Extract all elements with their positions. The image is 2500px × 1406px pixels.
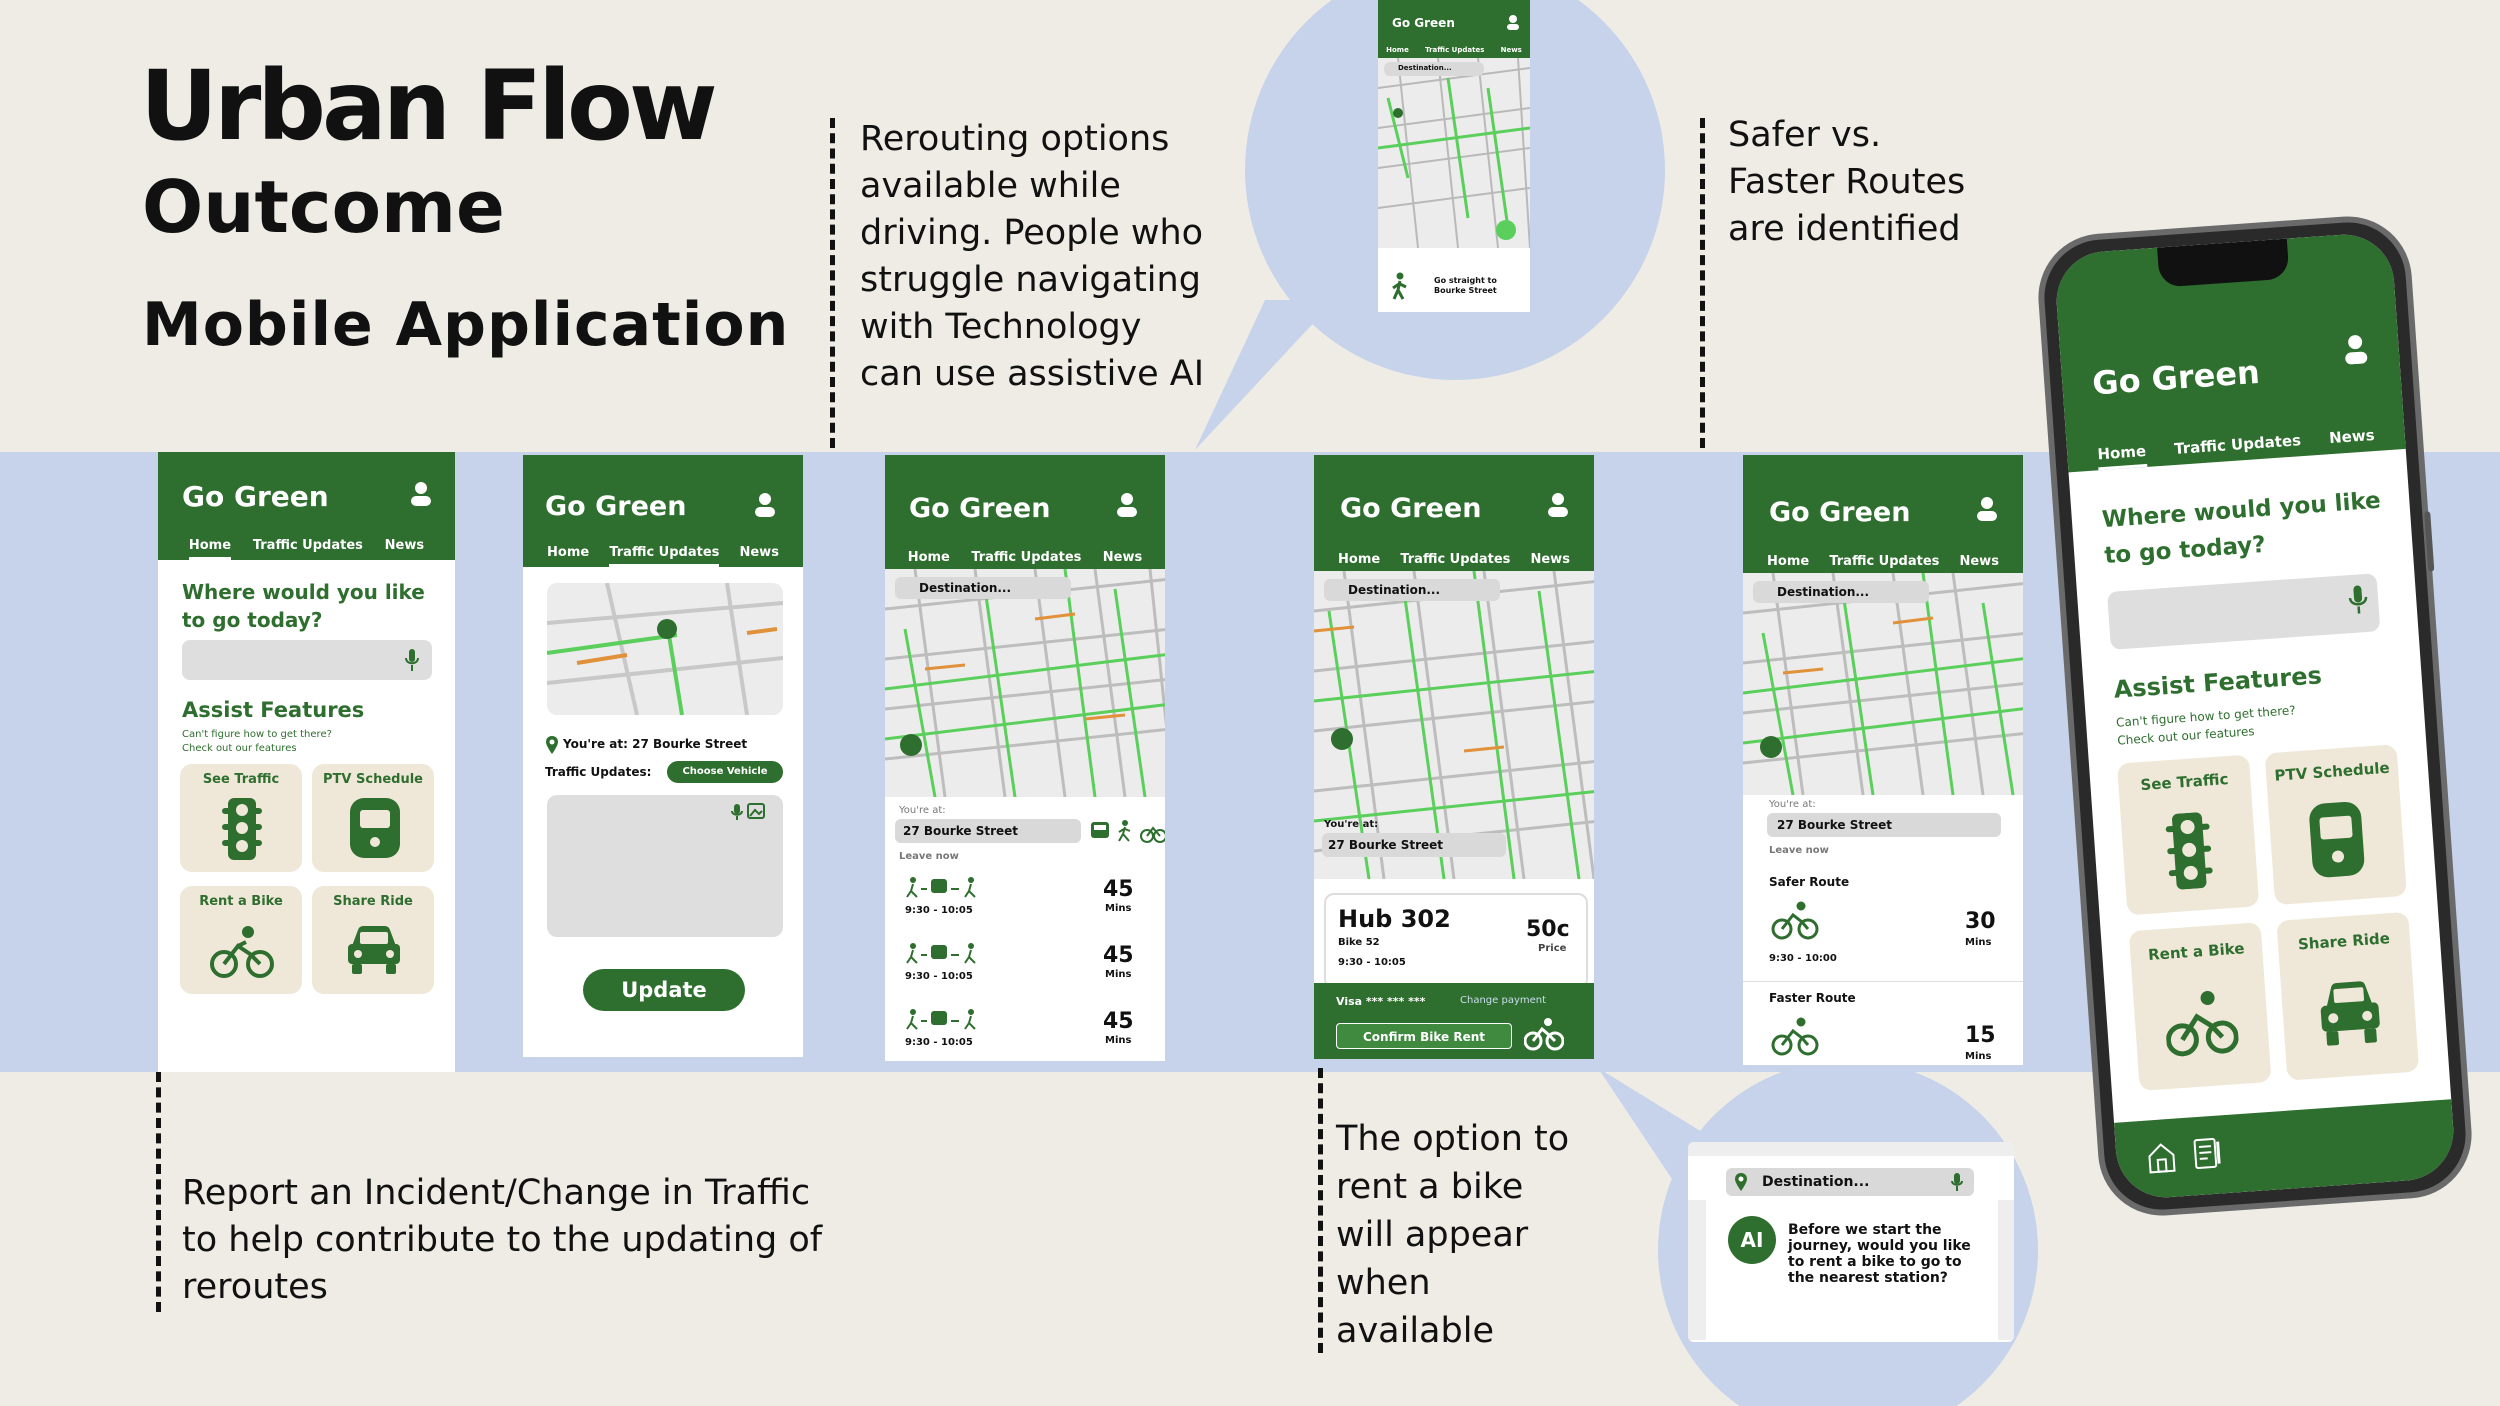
youre-at-label: You're at:	[1769, 799, 1816, 810]
route-option[interactable]: 9:30 - 10:05 45 Mins	[905, 877, 1134, 916]
bicycle-icon	[210, 924, 274, 980]
brand-title: Go Green	[182, 480, 329, 513]
microphone-icon[interactable]	[731, 803, 743, 821]
safer-route-label: Safer Route	[1769, 875, 1850, 889]
route-options	[885, 871, 1168, 1064]
screen-bike-rent	[1311, 452, 1597, 1062]
tab-news[interactable]: News	[739, 545, 779, 560]
tab-home[interactable]: Home	[1767, 554, 1810, 569]
car-icon	[2316, 974, 2383, 1048]
user-icon[interactable]	[2342, 333, 2370, 365]
tab-traffic-updates[interactable]: Traffic Updates	[2173, 431, 2302, 458]
faster-route-mins: 15	[1965, 1023, 1996, 1048]
assist-title: Assist Features	[182, 698, 365, 722]
traffic-updates-label: Traffic Updates:	[545, 765, 652, 779]
screen-report	[520, 452, 806, 1060]
popup-side	[1998, 1200, 2014, 1340]
current-location-input[interactable]: 27 Bourke Street	[1322, 833, 1506, 857]
nav-instruction: Go straight to Bourke Street	[1434, 276, 1497, 295]
destination-input[interactable]: Destination...	[1726, 1168, 1974, 1196]
user-icon[interactable]	[1975, 495, 1999, 521]
tab-bar	[158, 538, 455, 560]
screen-home	[158, 452, 455, 1072]
brand-title: Go Green	[1392, 16, 1455, 30]
safer-route-mins: 30	[1965, 909, 1996, 934]
rent-a-bike-card[interactable]: Rent a Bike	[180, 886, 302, 994]
screen-safer-faster: Go Green Home Traffic Updates News Destination... You're at: 27 Bourke Street Leave now Safer Route 9:30 - 10:00 30 Mins Faster Route 15 Mins	[1740, 452, 2026, 1068]
popup-top-strip	[1688, 1142, 2014, 1156]
tab-bar	[885, 550, 1165, 569]
report-icon[interactable]	[2191, 1135, 2223, 1171]
note-safer: Safer vs. Faster Routes are identified	[1728, 115, 1966, 249]
assist-title: Assist Features	[2112, 661, 2323, 704]
map-view[interactable]	[547, 583, 783, 715]
assist-subtitle: Can't figure how to get there? Check out our features	[2115, 703, 2297, 748]
brand-title: Go Green	[909, 493, 1051, 524]
phone-notch	[2157, 239, 2289, 288]
app-header	[1314, 455, 1594, 571]
change-payment-link[interactable]: Change payment	[1460, 995, 1547, 1006]
street-map	[885, 569, 1168, 797]
divider-dashed	[1318, 1068, 1323, 1353]
tab-bar	[2067, 424, 2406, 473]
share-ride-card[interactable]: Share Ride	[2276, 912, 2419, 1081]
tab-traffic-updates[interactable]: Traffic Updates	[1829, 554, 1940, 569]
tab-news[interactable]: News	[1530, 552, 1570, 567]
leave-now-dropdown[interactable]: Leave now	[1769, 845, 1829, 856]
car-icon	[346, 922, 402, 978]
ptv-schedule-card[interactable]: PTV Schedule	[312, 764, 434, 872]
search-input[interactable]	[2107, 573, 2380, 650]
bicycle-icon	[1771, 1017, 1819, 1057]
traffic-light-icon	[2165, 811, 2214, 890]
tab-home[interactable]: Home	[547, 545, 590, 560]
street-map	[1743, 573, 2026, 795]
tab-home[interactable]: Home	[1338, 552, 1381, 567]
tab-news[interactable]: News	[1102, 550, 1143, 565]
home-icon[interactable]	[2145, 1141, 2177, 1175]
tab-traffic-updates[interactable]: Traffic Updates	[609, 545, 719, 567]
tab-traffic-updates[interactable]: Traffic Updates	[252, 538, 363, 553]
destination-input[interactable]: Destination...	[895, 577, 1071, 599]
street-map	[547, 583, 783, 715]
visa-card: Visa *** *** ***	[1336, 995, 1426, 1008]
see-traffic-card[interactable]: See Traffic	[2117, 755, 2259, 916]
route-modes-icon	[905, 877, 981, 899]
youre-at-label: You're at:	[1324, 819, 1379, 830]
assist-subtitle: Can't figure how to get there? Check out our features	[182, 729, 332, 754]
walking-icon	[1390, 272, 1410, 300]
transport-mode-icons[interactable]	[1089, 819, 1165, 843]
screen-routes	[882, 452, 1168, 1064]
youre-at-label: You're at:	[899, 805, 946, 816]
leave-now-dropdown[interactable]: Leave now	[899, 851, 959, 862]
destination-input[interactable]: Destination...	[1753, 581, 1929, 603]
street-map	[1378, 58, 1530, 248]
payment-panel	[1314, 983, 1597, 1062]
bubble-tail	[1195, 300, 1335, 450]
divider-dashed	[1700, 118, 1705, 448]
app-header	[2053, 231, 2405, 472]
map-view[interactable]	[885, 569, 1168, 797]
tab-home[interactable]: Home	[1386, 46, 1409, 54]
train-icon	[2304, 799, 2369, 883]
divider-dashed	[156, 1072, 161, 1312]
project-title: Urban Flow	[140, 50, 714, 162]
rent-a-bike-card[interactable]: Rent a Bike	[2129, 922, 2272, 1091]
divider-dashed	[830, 118, 835, 448]
app-header	[1378, 0, 1530, 58]
bicycle-icon	[2163, 986, 2240, 1063]
search-input[interactable]	[182, 640, 432, 680]
user-icon[interactable]	[1506, 14, 1520, 30]
route-option[interactable]: 9:30 - 10:05 45 Mins	[905, 1009, 1134, 1048]
ai-popup-screen	[1688, 1142, 2014, 1342]
project-subtitle: Outcome	[142, 165, 505, 249]
bicycle-icon	[1524, 1017, 1564, 1051]
location-pin-icon	[545, 735, 559, 755]
popup-side	[1688, 1200, 1706, 1340]
app-header	[885, 455, 1165, 569]
bicycle-icon	[1771, 901, 1819, 941]
tab-home[interactable]: Home	[907, 550, 950, 565]
route-modes-icon	[905, 1009, 981, 1031]
tab-home[interactable]: Home	[2097, 442, 2147, 470]
ai-message: Before we start the journey, would you like to rent a bike to go to the nearest station?	[1788, 1222, 1971, 1286]
divider	[1743, 981, 2026, 982]
microphone-icon[interactable]	[2347, 584, 2369, 615]
tab-news[interactable]: News	[1500, 46, 1522, 54]
train-icon	[348, 796, 402, 862]
tab-bar	[1314, 552, 1594, 571]
see-traffic-card[interactable]: See Traffic	[180, 764, 302, 872]
tab-traffic-updates[interactable]: Traffic Updates	[971, 550, 1082, 565]
phone-screen	[2053, 231, 2456, 1200]
tab-bar	[1378, 46, 1530, 58]
destination-input[interactable]: Destination...	[1324, 579, 1500, 601]
nav-popup-screen	[1378, 0, 1530, 312]
tab-bar	[523, 545, 803, 567]
tab-traffic-updates[interactable]: Traffic Updates	[1400, 552, 1511, 567]
share-ride-card[interactable]: Share Ride	[312, 886, 434, 994]
choose-vehicle-button[interactable]: Choose Vehicle	[667, 761, 783, 783]
location-pin-icon	[1734, 1172, 1748, 1192]
microphone-icon[interactable]	[404, 648, 420, 672]
update-button[interactable]: Update	[583, 969, 745, 1011]
note-rent-bike: The option to rent a bike will appear when available	[1336, 1119, 1570, 1351]
user-icon[interactable]	[1115, 491, 1139, 517]
home-question: Where would you like to go today?	[182, 580, 425, 632]
brand-title: Go Green	[1769, 497, 1911, 528]
map-view[interactable]	[1314, 571, 1597, 879]
user-icon[interactable]	[1546, 491, 1570, 517]
ai-badge: AI	[1728, 1216, 1776, 1264]
faster-route-label: Faster Route	[1769, 991, 1856, 1005]
tab-news[interactable]: News	[2328, 425, 2376, 448]
current-location-input[interactable]: 27 Bourke Street	[895, 819, 1081, 843]
brand-title: Go Green	[2091, 352, 2261, 403]
confirm-bike-rent-button[interactable]: Confirm Bike Rent	[1336, 1023, 1512, 1049]
traffic-light-icon	[222, 798, 262, 860]
destination-input[interactable]: Destination...	[1384, 62, 1484, 76]
tab-news[interactable]: News	[384, 538, 425, 553]
current-location-input[interactable]: 27 Bourke Street	[1767, 813, 2001, 837]
map-view[interactable]	[1743, 573, 2026, 795]
tab-bar	[1743, 554, 2023, 573]
microphone-icon[interactable]	[1950, 1172, 1964, 1192]
route-option[interactable]: 9:30 - 10:05 45 Mins	[905, 943, 1134, 982]
home-question: Where would you like to go today?	[2101, 487, 2382, 570]
bike-hub-card[interactable]: Hub 302 Bike 52 9:30 - 10:05 50c Price	[1324, 893, 1588, 989]
project-app-title: Mobile Application	[142, 290, 790, 360]
image-upload-icon[interactable]	[747, 803, 765, 819]
app-header	[158, 452, 455, 560]
app-header	[1743, 455, 2023, 573]
ptv-schedule-card[interactable]: PTV Schedule	[2265, 744, 2407, 905]
route-modes-icon	[905, 943, 981, 965]
brand-title: Go Green	[545, 491, 687, 522]
note-report: Report an Incident/Change in Traffic to help contribute to the updating of reroutes	[182, 1173, 823, 1307]
tab-home[interactable]: Home	[189, 538, 231, 560]
user-icon[interactable]	[409, 480, 433, 506]
brand-title: Go Green	[1340, 493, 1482, 524]
tab-news[interactable]: News	[1959, 554, 1999, 569]
phone-mockup	[2034, 212, 2476, 1220]
safer-route-time: 9:30 - 10:00	[1769, 953, 1837, 964]
current-location: You're at: 27 Bourke Street	[563, 737, 748, 751]
app-header	[523, 455, 803, 567]
note-rerouting: Rerouting options available while driving. People who struggle navigating with Technology can use assistive AI	[860, 119, 1205, 394]
tab-traffic-updates[interactable]: Traffic Updates	[1425, 46, 1485, 54]
user-icon[interactable]	[753, 491, 777, 517]
map-view[interactable]	[1378, 58, 1530, 248]
